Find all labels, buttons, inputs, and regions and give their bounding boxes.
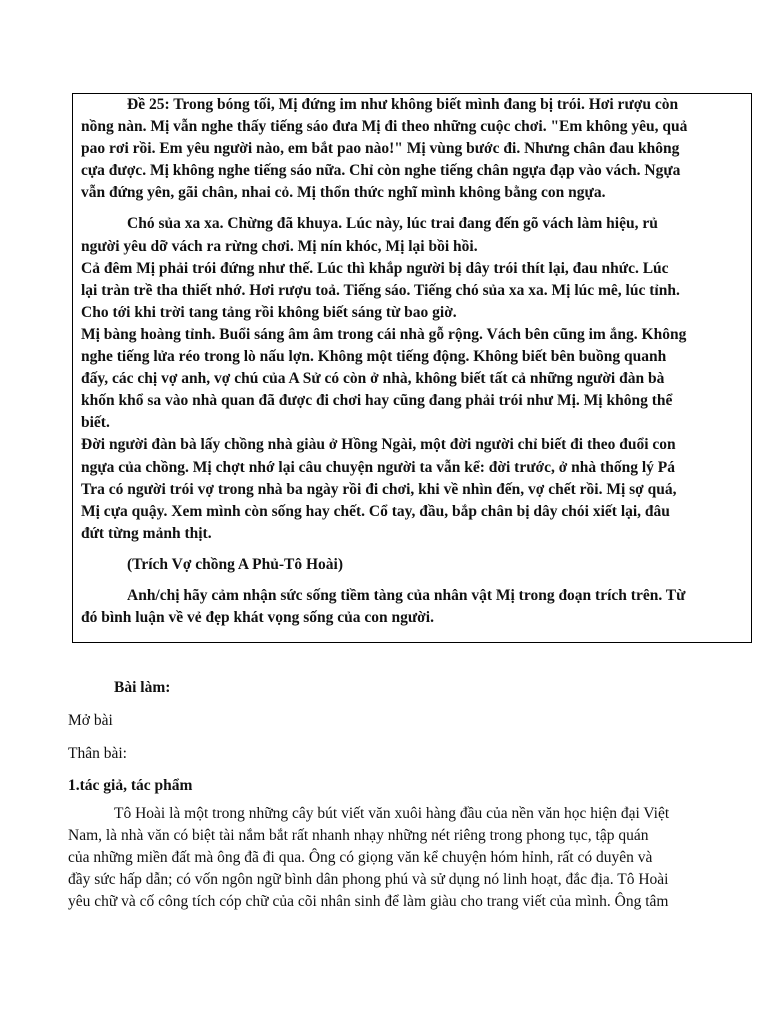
intro-label: Mở bài [68,712,113,729]
author-paragraph [68,803,720,913]
prompt-line: cựa được. Mị không nghe tiếng sáo nữa. Chỉ còn nghe tiếng chân ngựa đạp vào vách. Ngựa [81,162,681,180]
body-label: Thân bài: [68,745,127,762]
body-line: Nam, là nhà văn có biệt tài nắm bắt rất nhanh nhạy những nét riêng trong phong tục, tập quán [68,827,649,844]
prompt-line: người yêu dỡ vách ra rừng chơi. Mị nín khóc, Mị lại bồi hồi. [81,237,478,255]
question-line: đó bình luận về vẻ đẹp khát vọng sống của con người. [81,609,434,627]
body-line: đầy sức hấp dẫn; có vốn ngôn ngữ bình dân phong phú và sử dụng nó linh hoạt, đắc địa. Tô Hoài [68,871,669,888]
section-heading-author-work: 1.tác giả, tác phẩm [68,777,193,794]
prompt-line: Mị bàng hoàng tỉnh. Buổi sáng âm âm trong cái nhà gỗ rộng. Vách bên cũng im ắng. Không [81,325,687,343]
body-line: Tô Hoài là một trong những cây bút viết văn xuôi hàng đầu của nền văn học hiện đại Việt [114,805,670,822]
prompt-line: Mị cựa quậy. Xem mình còn sống hay chết. Cổ tay, đầu, bắp chân bị dây chói xiết lại, đâu [81,502,670,520]
prompt-line: đấy, các chị vợ anh, vợ chú của A Sử có còn ở nhà, không biết tất cả những người đàn bà [81,370,665,388]
prompt-paragraph-1 [81,94,743,204]
prompt-line: Đề 25: Trong bóng tối, Mị đứng im như không biết mình đang bị trói. Hơi rượu còn [127,96,679,113]
body-line: yêu chữ và cố công tích cóp chữ của cõi nhân sinh để làm giàu cho trang viết của mình. Ông tâm [68,893,669,910]
prompt-line: Cả đêm Mị phải trói đứng như thế. Lúc thì khắp người bị dây trói thít lại, đau nhức. Lúc [81,259,669,277]
prompt-line: pao rơi rồi. Em yêu người nào, em bắt pao nào!" Mị vùng bước đi. Nhưng chân đau không [81,140,680,158]
prompt-paragraph-2 [81,213,743,544]
prompt-line: nghe tiếng lửa réo trong lò nấu lợn. Không một tiếng động. Không biết bên buồng quanh [81,348,667,366]
prompt-line: Đời người đàn bà lấy chồng nhà giàu ở Hồng Ngài, một đời người chỉ biết đi theo đuổi con [81,436,676,454]
prompt-line: Chó sủa xa xa. Chừng đã khuya. Lúc này, lúc trai đang đến gõ vách làm hiệu, rủ [127,215,658,233]
prompt-line: Cho tới khi trời tang tảng rồi không biết sáng từ bao giờ. [81,303,457,321]
question-line: Anh/chị hãy cảm nhận sức sống tiềm tàng của nhân vật Mị trong đoạn trích trên. Từ [127,586,686,604]
prompt-line: biết. [81,414,110,432]
essay-question [81,585,743,629]
prompt-line: Tra có người trói vợ trong nhà ba ngày rồi đi chơi, khi về nhìn đến, vợ chết rồi. Mị sợ quá, [81,480,677,498]
prompt-line: lại tràn trề tha thiết nhớ. Hơi rượu toả. Tiếng sáo. Tiếng chó sủa xa xa. Mị lúc mê, lúc tỉnh. [81,281,680,299]
prompt-line: ngựa của chồng. Mị chợt nhớ lại câu chuyện người ta vẫn kể: đời trước, ở nhà thống lý Pá [81,458,675,476]
exam-prompt-box [72,93,752,643]
prompt-line: khốn khổ sa vào nhà quan đã được đi chơi hay cũng đang phải trói như Mị. Mị không thể [81,392,673,410]
body-line: của những miền đất mà ông đã đi qua. Ông có giọng văn kể chuyện hóm hỉnh, rất có duyên và [68,849,653,866]
prompt-line: nồng nàn. Mị vẫn nghe thấy tiếng sáo đưa Mị đi theo những cuộc chơi. "Em không yêu, quả [81,118,688,136]
citation: (Trích Vợ chồng A Phủ-Tô Hoài) [127,555,343,573]
prompt-line: vẫn đứng yên, gãi chân, nhai cỏ. Mị thổn thức nghĩ mình không bằng con ngựa. [81,184,606,202]
prompt-line: đứt từng mảnh thịt. [81,524,212,542]
answer-heading: Bài làm: [114,679,171,696]
